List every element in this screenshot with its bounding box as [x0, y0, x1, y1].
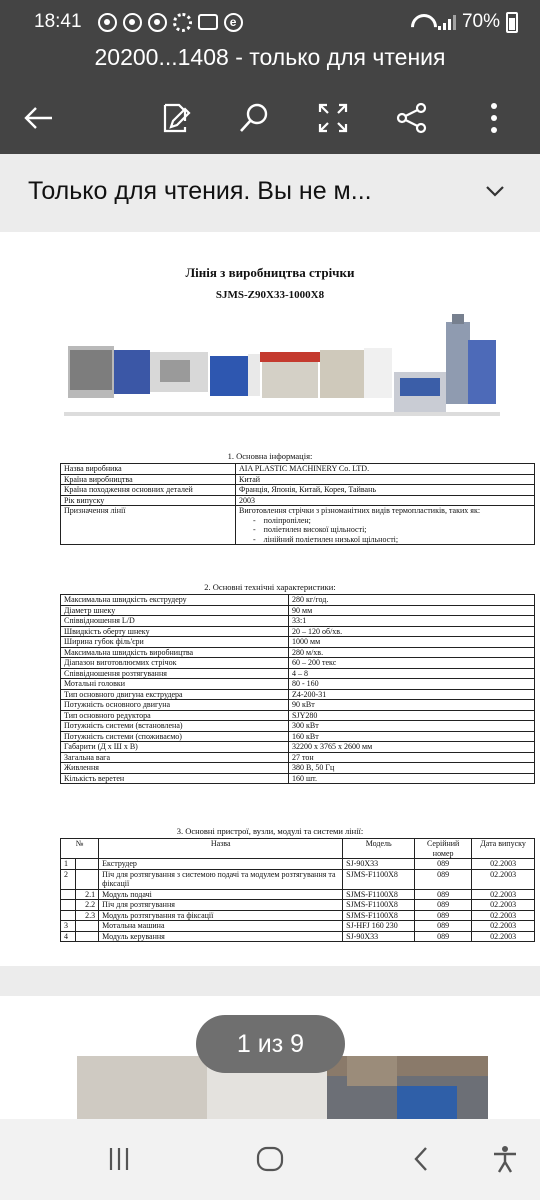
wifi-icon: [410, 14, 432, 30]
more-icon[interactable]: [466, 90, 522, 146]
share-icon[interactable]: [384, 90, 440, 146]
screenshot-icon: [198, 14, 218, 30]
navigation-bar: [0, 1119, 540, 1200]
gear-icon: [173, 13, 192, 32]
section2-heading: 2. Основні технічні характеристики:: [204, 582, 336, 592]
e-icon: e: [224, 13, 243, 32]
table-row: Швидкість оберту шнеку 20 – 120 об/хв.: [61, 626, 535, 637]
table-header-row: № Назва Модель Серійний номер Дата випуску: [61, 839, 535, 859]
table-row: Співвідношення розтягування 4 – 8: [61, 668, 535, 679]
page-indicator: 1 из 9: [196, 1015, 345, 1073]
table-row: Призначення лінії Виготовлення стрічки з різноманітних видів термопластиків, таких як: - поліпропілен; - поліетилен високої щільності; - лінійний поліетилен низької щільності;: [61, 506, 535, 545]
table-row: 2.2 Піч для розтягування SJMS-F1100X8 089 02.2003: [61, 900, 535, 911]
section1-heading: 1. Основна інформація:: [227, 451, 313, 461]
tech-specs-table: [60, 594, 535, 784]
production-line-photo: [64, 312, 500, 437]
table-row: Тип основного редуктора SJY280: [61, 710, 535, 721]
table-row: Максимальна швидкість виробництва 280 м/хв.: [61, 647, 535, 658]
home-icon[interactable]: [245, 1139, 295, 1179]
search-icon[interactable]: [226, 90, 282, 146]
table-row: Країна виробництва Китай: [61, 474, 535, 485]
document-title: 20200...1408 - только для чтения: [94, 44, 446, 70]
table-row: 2.3 Модуль розтягування та фіксації SJMS-F1100X8 089 02.2003: [61, 910, 535, 921]
read-only-banner[interactable]: [0, 154, 540, 229]
table-row: 2.1 Модуль подачі SJMS-F1100X8 089 02.2003: [61, 889, 535, 900]
battery-icon: [506, 12, 518, 33]
doc-title: Лінія з виробництва стрічки: [185, 265, 355, 280]
status-time: 18:41: [34, 11, 82, 32]
status-bar: [0, 0, 540, 44]
edit-icon[interactable]: [147, 90, 203, 146]
table-row: Діаметр шнеку 90 мм: [61, 605, 535, 616]
signal-icon: [438, 14, 456, 30]
basic-info-table: [60, 463, 535, 545]
table-row: Кількість веретен 160 шт.: [61, 773, 535, 784]
chrome-icon: [123, 13, 142, 32]
status-right: [410, 11, 518, 33]
notification-icons: [98, 13, 243, 32]
table-row: Потужність системи (встановлена) 300 кВт: [61, 721, 535, 732]
table-row: Країна походження основних деталей Франція, Японія, Китай, Корея, Тайвань: [61, 485, 535, 496]
table-row: Потужність системи (споживаємо) 160 кВт: [61, 731, 535, 742]
back-arrow-icon[interactable]: [11, 90, 67, 146]
read-only-banner-text: Только для чтения. Вы не м...: [28, 177, 372, 205]
table-row: 1 Екструдер SJ-90X33 089 02.2003: [61, 859, 535, 870]
chrome-icon: [98, 13, 117, 32]
table-row: Ширина губок філь'єри 1000 мм: [61, 637, 535, 648]
chevron-down-icon[interactable]: [484, 180, 506, 202]
chrome-icon: [148, 13, 167, 32]
table-row: 2 Піч для розтягування з системою подачі та модулем розтягування та фіксації SJMS-F1100X8 089 02.2003: [61, 869, 535, 889]
doc-subtitle: SJMS-Z90X33-1000X8: [215, 289, 325, 301]
table-row: 4 Модуль керування SJ-90X33 089 02.2003: [61, 931, 535, 942]
components-table: [60, 838, 535, 942]
table-row: Назва виробника AIA PLASTIC MACHINERY Co. LTD.: [61, 464, 535, 475]
table-row: Діапазон виготовлюємих стрічок 60 – 200 текс: [61, 658, 535, 669]
document-page: [0, 232, 540, 966]
fullscreen-icon[interactable]: [305, 90, 361, 146]
table-row: Мотальні головки 80 - 160: [61, 679, 535, 690]
table-row: Живлення 380 В, 50 Гц: [61, 763, 535, 774]
battery-percent: 70%: [461, 11, 500, 32]
document-viewer[interactable]: [0, 229, 540, 1119]
toolbar: [0, 90, 540, 146]
table-row: Співвідношення L/D 33:1: [61, 616, 535, 627]
accessibility-icon[interactable]: [480, 1139, 530, 1179]
recents-icon[interactable]: [94, 1139, 144, 1179]
table-row: Тип основного двигуна екструдера Z4-200-31: [61, 689, 535, 700]
back-icon[interactable]: [396, 1139, 446, 1179]
table-row: 3 Мотальна машина SJ-HFJ 160 230 089 02.2003: [61, 921, 535, 932]
table-row: Потужність основного двигуна 90 кВт: [61, 700, 535, 711]
table-row: Рік випуску 2003: [61, 495, 535, 506]
table-row: Максимальна швидкість екструдеру 280 кг/год.: [61, 595, 535, 606]
table-row: Габарити (Д х Ш х В) 32200 х 3765 х 2600 мм: [61, 742, 535, 753]
app-bar: [0, 44, 540, 154]
section3-heading: 3. Основні пристрої, вузли, модулі та системи лінії:: [176, 826, 364, 836]
table-row: Загальна вага 27 тон: [61, 752, 535, 763]
